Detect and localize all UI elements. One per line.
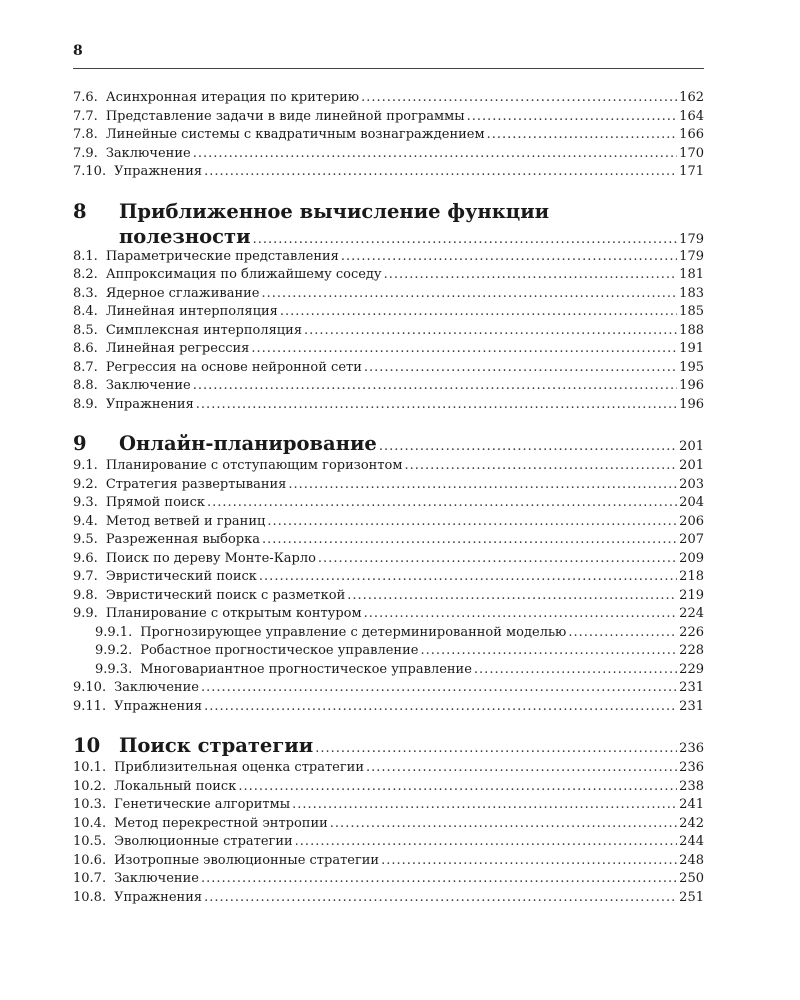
entry-number: 8.3. xyxy=(73,285,98,301)
toc-entry[interactable] xyxy=(73,605,704,624)
entry-title: Робастное прогностическое управление xyxy=(140,643,419,658)
dot-leader xyxy=(288,476,677,495)
toc-entry[interactable] xyxy=(73,531,704,550)
entry-number: 9.11. xyxy=(73,698,107,714)
chapter-title-continued: полезности xyxy=(119,224,251,248)
toc-entry[interactable] xyxy=(73,89,704,108)
dot-leader xyxy=(261,285,677,304)
entry-page: 162 xyxy=(679,90,704,105)
toc-page xyxy=(73,42,704,905)
entry-title: Прогнозирующее управление с детерминированной моделью xyxy=(140,624,567,640)
dot-leader xyxy=(201,679,677,698)
entry-page: 244 xyxy=(679,834,704,849)
entry-title: Линейные системы с квадратичным вознаграждением xyxy=(105,127,485,142)
dot-leader xyxy=(384,266,678,285)
entry-page: 224 xyxy=(679,606,704,621)
entry-title: Упражнения xyxy=(114,698,203,714)
entry-page: 188 xyxy=(679,322,704,338)
entry-number: 8.9. xyxy=(73,396,98,412)
entry-title: Планирование с отступающим горизонтом xyxy=(105,458,403,473)
dot-leader xyxy=(420,642,677,661)
entry-page: 203 xyxy=(679,476,704,492)
toc-entry[interactable] xyxy=(73,796,704,815)
dot-leader xyxy=(364,359,677,378)
entry-title: Планирование с открытым контуром xyxy=(105,606,362,621)
entry-page: 250 xyxy=(679,871,704,886)
entry-title: Ядерное сглаживание xyxy=(105,285,260,301)
entry-number: 9.8. xyxy=(73,587,98,603)
entry-title: Упражнения xyxy=(114,889,203,905)
entry-title: Заключение xyxy=(105,145,191,161)
entry-page: 226 xyxy=(679,624,704,640)
dot-leader xyxy=(251,340,677,359)
dot-leader xyxy=(259,568,677,587)
entry-number: 8.8. xyxy=(73,378,98,393)
dot-leader xyxy=(196,396,677,415)
entry-number: 9.10. xyxy=(73,680,107,695)
toc-entry[interactable] xyxy=(73,248,704,267)
entry-title: Разреженная выборка xyxy=(105,532,260,547)
entry-title: Линейная интерполяция xyxy=(105,304,278,319)
entry-title: Упражнения xyxy=(114,164,203,179)
toc-entry[interactable] xyxy=(73,322,704,341)
entry-number: 10.5. xyxy=(73,834,107,849)
dot-leader xyxy=(295,833,678,852)
entry-page: 231 xyxy=(679,698,704,714)
dot-leader xyxy=(204,163,677,182)
entry-number: 10.3. xyxy=(73,797,107,812)
dot-leader xyxy=(304,322,677,341)
entry-title: Многовариантное прогностическое управление xyxy=(140,661,472,677)
entry-number: 7.9. xyxy=(73,145,98,161)
toc-entry[interactable] xyxy=(73,870,704,889)
entry-title: Упражнения xyxy=(105,396,194,412)
entry-number: 7.8. xyxy=(73,127,98,142)
dot-leader xyxy=(318,550,677,569)
entry-title: Параметрические представления xyxy=(105,248,339,264)
chapter-number: 8 xyxy=(73,199,87,223)
entry-page: 207 xyxy=(679,532,704,547)
dot-leader xyxy=(280,303,677,322)
dot-leader xyxy=(193,145,677,164)
dot-leader xyxy=(474,661,677,680)
entry-number: 9.9.1. xyxy=(95,624,133,640)
toc-entry[interactable] xyxy=(73,778,704,797)
entry-page: 183 xyxy=(679,285,704,301)
entry-page: 206 xyxy=(679,513,704,529)
chapter-title: Онлайн-планирование xyxy=(119,432,377,455)
chapter-heading[interactable] xyxy=(73,431,704,457)
toc-entry[interactable] xyxy=(73,126,704,145)
entry-title: Генетические алгоритмы xyxy=(114,797,291,812)
entry-number: 9.9. xyxy=(73,606,98,621)
chapter-heading[interactable] xyxy=(73,199,704,248)
entry-page: 164 xyxy=(679,108,704,124)
entry-page: 251 xyxy=(679,889,704,905)
entry-page: 236 xyxy=(679,760,704,775)
toc-entry[interactable] xyxy=(73,494,704,513)
page-number: 8 xyxy=(73,43,83,59)
entry-number: 9.3. xyxy=(73,495,98,510)
entry-title: Приблизительная оценка стратегии xyxy=(114,760,364,775)
entry-title: Эвристический поиск xyxy=(105,569,257,584)
dot-leader xyxy=(404,457,677,476)
entry-title: Метод ветвей и границ xyxy=(105,513,266,529)
dot-leader xyxy=(207,494,677,513)
entry-number: 10.1. xyxy=(73,760,107,775)
entry-title: Локальный поиск xyxy=(114,778,237,794)
entry-page: 185 xyxy=(679,304,704,319)
entry-page: 170 xyxy=(679,145,704,161)
dot-leader xyxy=(204,889,677,908)
entry-title: Эвристический поиск с разметкой xyxy=(105,587,346,603)
toc-entry[interactable] xyxy=(73,108,704,127)
entry-number: 9.2. xyxy=(73,476,98,492)
entry-number: 8.1. xyxy=(73,248,98,264)
entry-page: 204 xyxy=(679,495,704,510)
dot-leader xyxy=(467,108,678,127)
chapter-heading[interactable] xyxy=(73,733,704,759)
toc-entry[interactable] xyxy=(73,698,704,717)
entry-number: 8.2. xyxy=(73,267,98,282)
entry-number: 9.7. xyxy=(73,569,98,584)
toc-entry[interactable] xyxy=(73,889,704,908)
entry-number: 7.6. xyxy=(73,90,98,105)
dot-leader xyxy=(201,870,677,889)
entry-page: 191 xyxy=(679,341,704,356)
toc-entries xyxy=(73,89,704,907)
entry-title: Линейная регрессия xyxy=(105,341,250,356)
dot-leader xyxy=(568,624,677,643)
entry-title: Эволюционные стратегии xyxy=(114,834,293,849)
dot-leader xyxy=(267,513,677,532)
toc-subentry[interactable] xyxy=(73,642,704,661)
dot-leader xyxy=(341,248,677,267)
entry-number: 10.6. xyxy=(73,852,107,868)
entry-number: 8.6. xyxy=(73,341,98,356)
entry-number: 10.7. xyxy=(73,871,107,886)
chapter-page: 201 xyxy=(679,439,704,454)
entry-page: 229 xyxy=(679,661,704,677)
entry-title: Регрессия на основе нейронной сети xyxy=(105,359,362,375)
entry-page: 209 xyxy=(679,550,704,566)
chapter-page: 236 xyxy=(679,741,704,756)
entry-title: Симплексная интерполяция xyxy=(105,322,303,338)
toc-entry[interactable] xyxy=(73,396,704,415)
toc-entry[interactable] xyxy=(73,145,704,164)
entry-number: 9.6. xyxy=(73,550,98,566)
entry-number: 10.8. xyxy=(73,889,107,905)
toc-entry[interactable] xyxy=(73,679,704,698)
dot-leader xyxy=(204,698,677,717)
dot-leader xyxy=(347,587,677,606)
entry-page: 218 xyxy=(679,569,704,584)
entry-title: Представление задачи в виде линейной программы xyxy=(105,108,465,124)
entry-page: 179 xyxy=(679,248,704,264)
entry-page: 248 xyxy=(679,852,704,868)
entry-title: Аппроксимация по ближайшему соседу xyxy=(105,267,382,282)
entry-page: 195 xyxy=(679,359,704,375)
entry-title: Стратегия развертывания xyxy=(105,476,287,492)
toc-entry[interactable] xyxy=(73,377,704,396)
chapter-title: Приближенное вычисление функции xyxy=(119,199,550,223)
dot-leader xyxy=(361,89,677,108)
toc-entry[interactable] xyxy=(73,759,704,778)
toc-entry[interactable] xyxy=(73,303,704,322)
toc-entry[interactable] xyxy=(73,852,704,871)
toc-entry[interactable] xyxy=(73,568,704,587)
toc-entry[interactable] xyxy=(73,513,704,532)
toc-subentry[interactable] xyxy=(73,624,704,643)
toc-entry[interactable] xyxy=(73,163,704,182)
entry-title: Прямой поиск xyxy=(105,495,205,510)
entry-page: 242 xyxy=(679,815,704,831)
entry-page: 196 xyxy=(679,378,704,393)
entry-number: 9.9.2. xyxy=(95,643,133,658)
entry-page: 196 xyxy=(679,396,704,412)
entry-number: 9.4. xyxy=(73,513,98,529)
toc-entry[interactable] xyxy=(73,550,704,569)
entry-number: 8.7. xyxy=(73,359,98,375)
entry-page: 231 xyxy=(679,680,704,695)
entry-page: 171 xyxy=(679,164,704,179)
toc-subentry[interactable] xyxy=(73,661,704,680)
entry-number: 10.2. xyxy=(73,778,107,794)
dot-leader xyxy=(262,531,677,550)
entry-page: 201 xyxy=(679,458,704,473)
toc-entry[interactable] xyxy=(73,340,704,359)
toc-entry[interactable] xyxy=(73,266,704,285)
dot-leader xyxy=(238,778,677,797)
entry-title: Асинхронная итерация по критерию xyxy=(105,90,360,105)
toc-entry[interactable] xyxy=(73,285,704,304)
entry-number: 9.1. xyxy=(73,458,98,473)
entry-title: Заключение xyxy=(105,378,191,393)
entry-title: Метод перекрестной энтропии xyxy=(114,815,328,831)
dot-leader xyxy=(366,759,677,778)
toc-entry[interactable] xyxy=(73,359,704,378)
entry-page: 238 xyxy=(679,778,704,794)
entry-page: 241 xyxy=(679,797,704,812)
dot-leader xyxy=(193,377,677,396)
entry-number: 7.10. xyxy=(73,164,107,179)
header-rule xyxy=(73,68,704,69)
entry-number: 8.5. xyxy=(73,322,98,338)
toc-entry[interactable] xyxy=(73,833,704,852)
entry-title: Поиск по дереву Монте-Карло xyxy=(105,550,316,566)
entry-number: 10.4. xyxy=(73,815,107,831)
dot-leader xyxy=(330,815,677,834)
entry-page: 181 xyxy=(679,267,704,282)
entry-number: 9.9.3. xyxy=(95,661,133,677)
entry-title: Изотропные эволюционные стратегии xyxy=(114,852,380,868)
dot-leader xyxy=(381,852,677,871)
toc-entry[interactable] xyxy=(73,587,704,606)
dot-leader xyxy=(364,605,678,624)
toc-entry[interactable] xyxy=(73,457,704,476)
toc-entry[interactable] xyxy=(73,815,704,834)
entry-page: 228 xyxy=(679,643,704,658)
entry-page: 166 xyxy=(679,127,704,142)
dot-leader xyxy=(292,796,677,815)
entry-number: 7.7. xyxy=(73,108,98,124)
entry-title: Заключение xyxy=(114,680,199,695)
chapter-page: 179 xyxy=(679,231,704,247)
chapter-number: 9 xyxy=(73,432,87,455)
entry-number: 9.5. xyxy=(73,532,98,547)
toc-entry[interactable] xyxy=(73,476,704,495)
chapter-title: Поиск стратегии xyxy=(119,734,314,757)
entry-title: Заключение xyxy=(114,871,199,886)
page-header xyxy=(73,42,704,66)
dot-leader xyxy=(487,126,678,145)
chapter-number: 10 xyxy=(73,734,101,757)
entry-number: 8.4. xyxy=(73,304,98,319)
entry-page: 219 xyxy=(679,587,704,603)
